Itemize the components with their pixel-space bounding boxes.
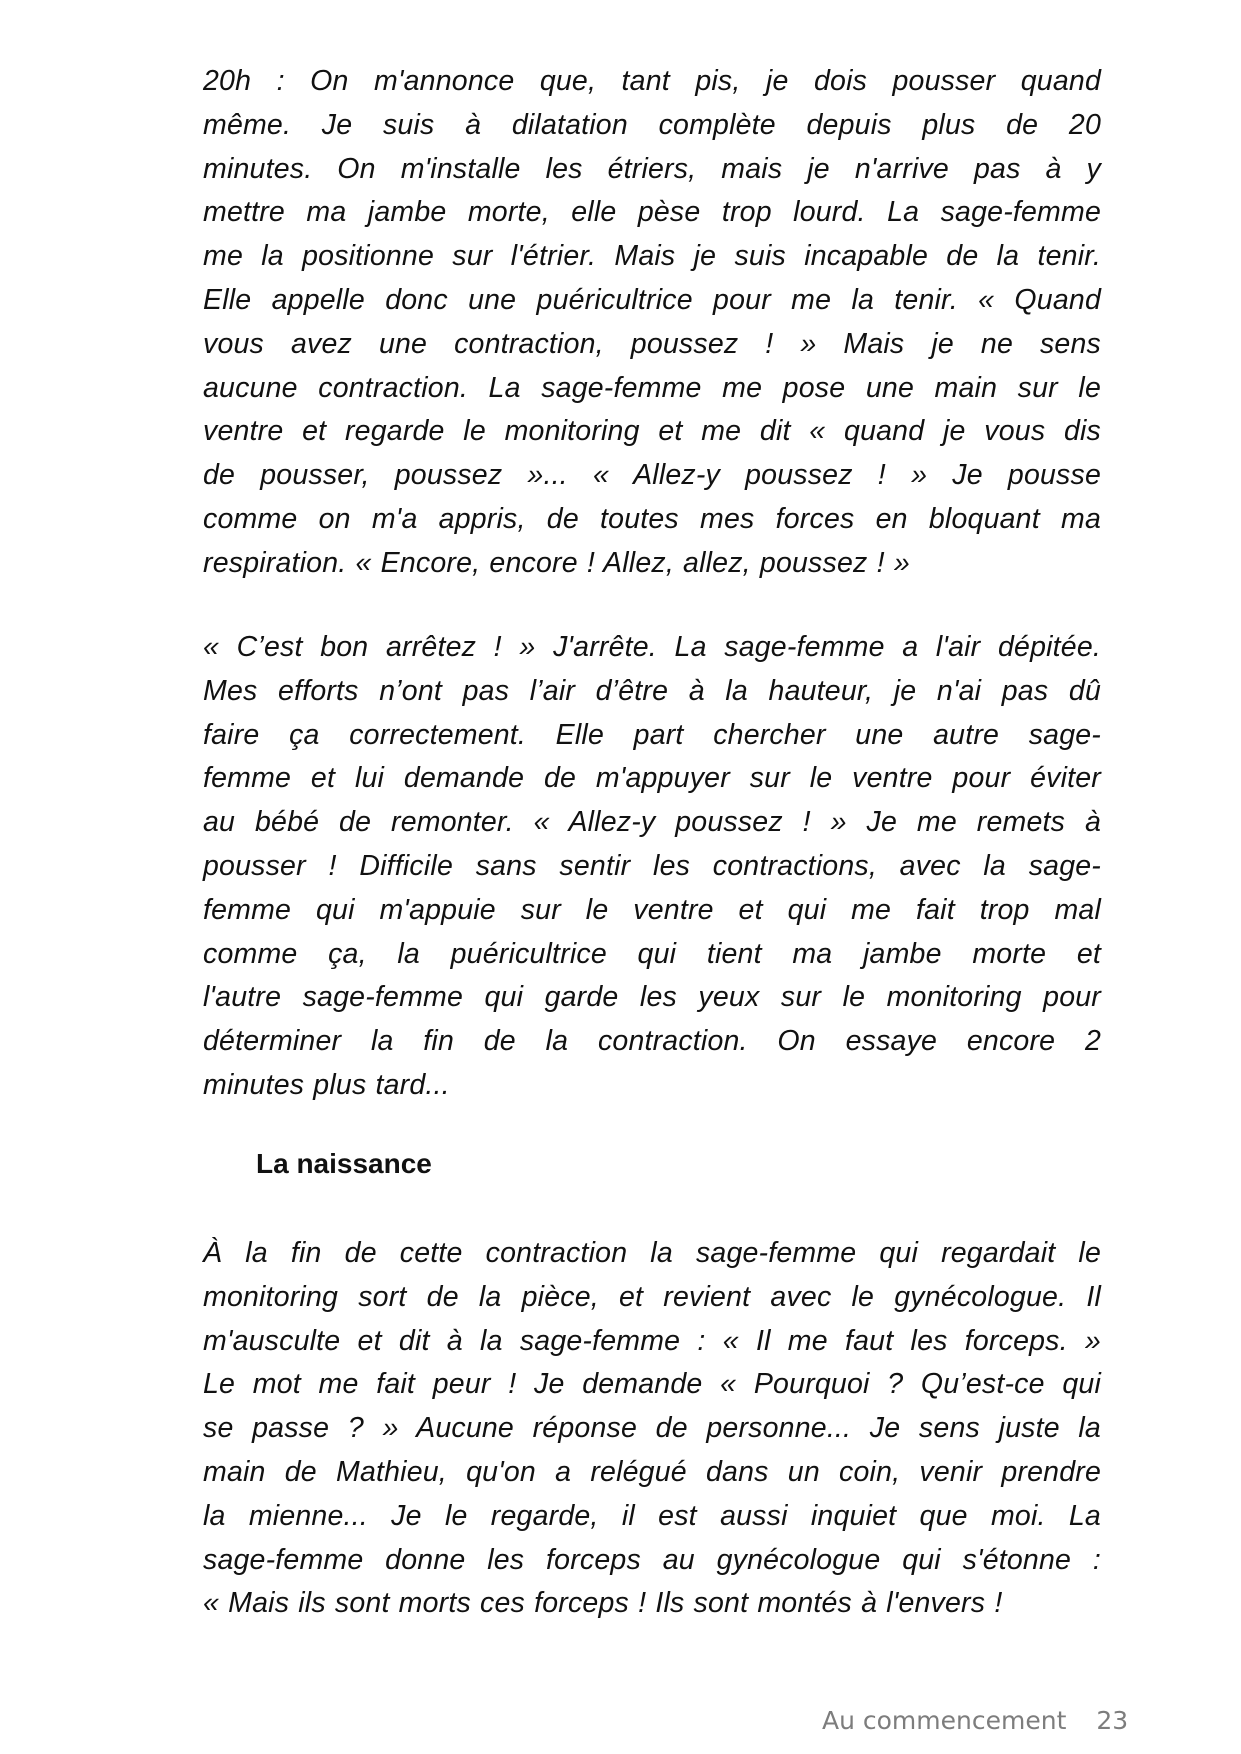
text-line: Mes efforts n’ont pas l’air d’être à la hauteur, je n'ai pas dû <box>203 674 1101 707</box>
text-line: femme qui m'appuie sur le ventre et qui me fait trop mal <box>203 893 1101 926</box>
text-line: 20h : On m'annonce que, tant pis, je dois pousser quand <box>203 65 1101 97</box>
paragraph-birth <box>203 1232 1101 1626</box>
text-line: l'autre sage-femme qui garde les yeux sur le monitoring pour <box>203 981 1101 1014</box>
text-line: déterminer la fin de la contraction. On essaye encore 2 <box>203 1025 1101 1058</box>
text-line: pousser ! Difficile sans sentir les contractions, avec la sage- <box>203 849 1101 882</box>
text-line: la mienne... Je le regarde, il est aussi inquiet que moi. La <box>203 1499 1101 1532</box>
text-line: ventre et regarde le monitoring et me dit « quand je vous dis <box>203 415 1101 448</box>
text-line: minutes. On m'installe les étriers, mais je n'arrive pas à y <box>203 152 1101 185</box>
text-line: « C’est bon arrêtez ! » J'arrête. La sage-femme a l'air dépitée. <box>203 631 1101 663</box>
text-line: se passe ? » Aucune réponse de personne... Je sens juste la <box>203 1412 1101 1445</box>
text-line: Le mot me fait peur ! Je demande « Pourquoi ? Qu’est-ce qui <box>203 1368 1101 1401</box>
text-line: de pousser, poussez »... « Allez-y poussez ! » Je pousse <box>203 459 1101 492</box>
page-footer <box>822 1706 1128 1735</box>
text-line: comme ça, la puéricultrice qui tient ma jambe morte et <box>203 937 1101 970</box>
text-line: aucune contraction. La sage-femme me pose une main sur le <box>203 371 1101 404</box>
text-line: « Mais ils sont morts ces forceps ! Ils sont montés à l'envers ! <box>203 1587 1003 1620</box>
text-line: À la fin de cette contraction la sage-femme qui regardait le <box>203 1237 1101 1269</box>
paragraph-pushing <box>203 60 1101 586</box>
text-line: minutes plus tard... <box>203 1068 450 1101</box>
text-line: respiration. « Encore, encore ! Allez, allez, poussez ! » <box>203 546 910 579</box>
text-line: faire ça correctement. Elle part chercher une autre sage- <box>203 718 1101 751</box>
text-line: main de Mathieu, qu'on a relégué dans un coin, venir prendre <box>203 1455 1101 1488</box>
text-line: même. Je suis à dilatation complète depuis plus de 20 <box>203 108 1101 141</box>
text-line: Elle appelle donc une puéricultrice pour me la tenir. « Quand <box>203 283 1101 316</box>
text-line: comme on m'a appris, de toutes mes forces en bloquant ma <box>203 502 1101 535</box>
text-line: au bébé de remonter. « Allez-y poussez ! » Je me remets à <box>203 806 1101 839</box>
text-line: sage-femme donne les forceps au gynécologue qui s'étonne : <box>203 1543 1101 1576</box>
paragraph-stop <box>203 626 1101 1108</box>
text-line: monitoring sort de la pièce, et revient avec le gynécologue. Il <box>203 1280 1101 1313</box>
page-number: 23 <box>1096 1706 1129 1735</box>
section-heading: La naissance <box>256 1148 432 1179</box>
text-line: vous avez une contraction, poussez ! » Mais je ne sens <box>203 327 1101 360</box>
running-title: Au commencement <box>822 1706 1067 1735</box>
text-line: femme et lui demande de m'appuyer sur le ventre pour éviter <box>203 762 1101 795</box>
text-line: me la positionne sur l'étrier. Mais je suis incapable de la tenir. <box>203 240 1101 273</box>
text-line: mettre ma jambe morte, elle pèse trop lourd. La sage-femme <box>203 196 1101 229</box>
text-line: m'ausculte et dit à la sage-femme : « Il me faut les forceps. » <box>203 1324 1101 1357</box>
